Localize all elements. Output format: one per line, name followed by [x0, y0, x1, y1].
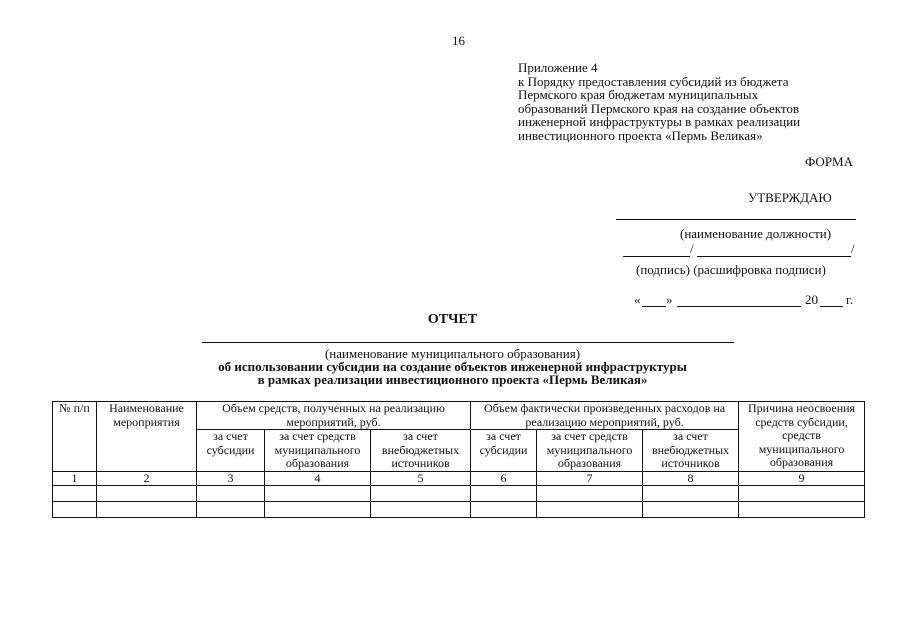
report-subtitle-1: об использовании субсидии на создание объектов инженерной инфраструктуры	[218, 359, 687, 374]
table-row	[53, 502, 865, 518]
column-number: 5	[371, 471, 471, 486]
date-quote-open: «	[634, 292, 641, 307]
date-quote-close: »	[666, 292, 673, 307]
column-number: 2	[97, 471, 197, 486]
form-label: ФОРМА	[805, 154, 853, 169]
date-day-line	[642, 306, 666, 307]
column-number: 7	[537, 471, 643, 486]
subheader-cell: за счет субсидии	[197, 430, 265, 472]
subheader-cell: за счет средств муниципального образования	[537, 430, 643, 472]
header-name: Наименование мероприятия	[97, 402, 197, 472]
table-header-row	[53, 402, 865, 430]
position-line	[616, 219, 856, 220]
table-row	[53, 486, 865, 502]
column-number: 8	[643, 471, 739, 486]
appendix-line: к Порядку предоставления субсидий из бюджета	[518, 73, 789, 89]
approve-title: УТВЕРЖДАЮ	[748, 190, 832, 205]
column-number: 9	[739, 471, 865, 486]
subheader-cell: за счет средств муниципального образования	[265, 430, 371, 472]
report-subtitle-2: в рамках реализации инвестиционного проекта «Пермь Великая»	[257, 372, 648, 387]
appendix-line: инженерной инфраструктуры в рамках реализации	[518, 114, 801, 129]
header-received: Объем средств, полученных на реализацию мероприятий, руб.	[197, 402, 471, 430]
report-table	[52, 401, 865, 518]
date-year-prefix: 20	[805, 292, 818, 307]
header-actual: Объем фактически произведенных расходов на реализацию мероприятий, руб.	[471, 402, 739, 430]
subheader-cell: за счет субсидии	[471, 430, 537, 472]
column-number: 3	[197, 471, 265, 486]
report-title: ОТЧЕТ	[427, 312, 478, 327]
appendix-line: Пермского края бюджетам муниципальных	[518, 87, 759, 102]
appendix-block	[518, 61, 878, 142]
appendix-line: Приложение 4	[518, 60, 598, 75]
signature-decode-line	[697, 256, 851, 257]
municipality-caption: (наименование муниципального образования)	[324, 346, 581, 361]
signature-slash-end: /	[851, 241, 855, 256]
position-caption: (наименование должности)	[680, 226, 832, 241]
subheader-cell: за счет внебюджетных источников	[643, 430, 739, 472]
table-column-numbers-row	[53, 471, 865, 486]
page-number: 16	[452, 33, 465, 48]
date-year-suffix: г.	[846, 292, 854, 307]
date-year-line	[820, 306, 843, 307]
signature-caption: (подпись) (расшифровка подписи)	[636, 262, 826, 277]
subheader-cell: за счет внебюджетных источников	[371, 430, 471, 472]
header-reason: Причина неосвоения средств субсидии, средств муниципального образования	[739, 402, 865, 472]
header-num: № п/п	[53, 402, 97, 472]
column-number: 6	[471, 471, 537, 486]
municipality-line	[202, 342, 734, 343]
column-number: 4	[265, 471, 371, 486]
appendix-line: образований Пермского края на создание объектов	[518, 100, 800, 116]
signature-line	[623, 256, 690, 257]
date-month-line	[677, 306, 801, 307]
appendix-line: инвестиционного проекта «Пермь Великая»	[518, 127, 763, 143]
signature-slash: /	[690, 241, 694, 256]
column-number: 1	[53, 471, 97, 486]
